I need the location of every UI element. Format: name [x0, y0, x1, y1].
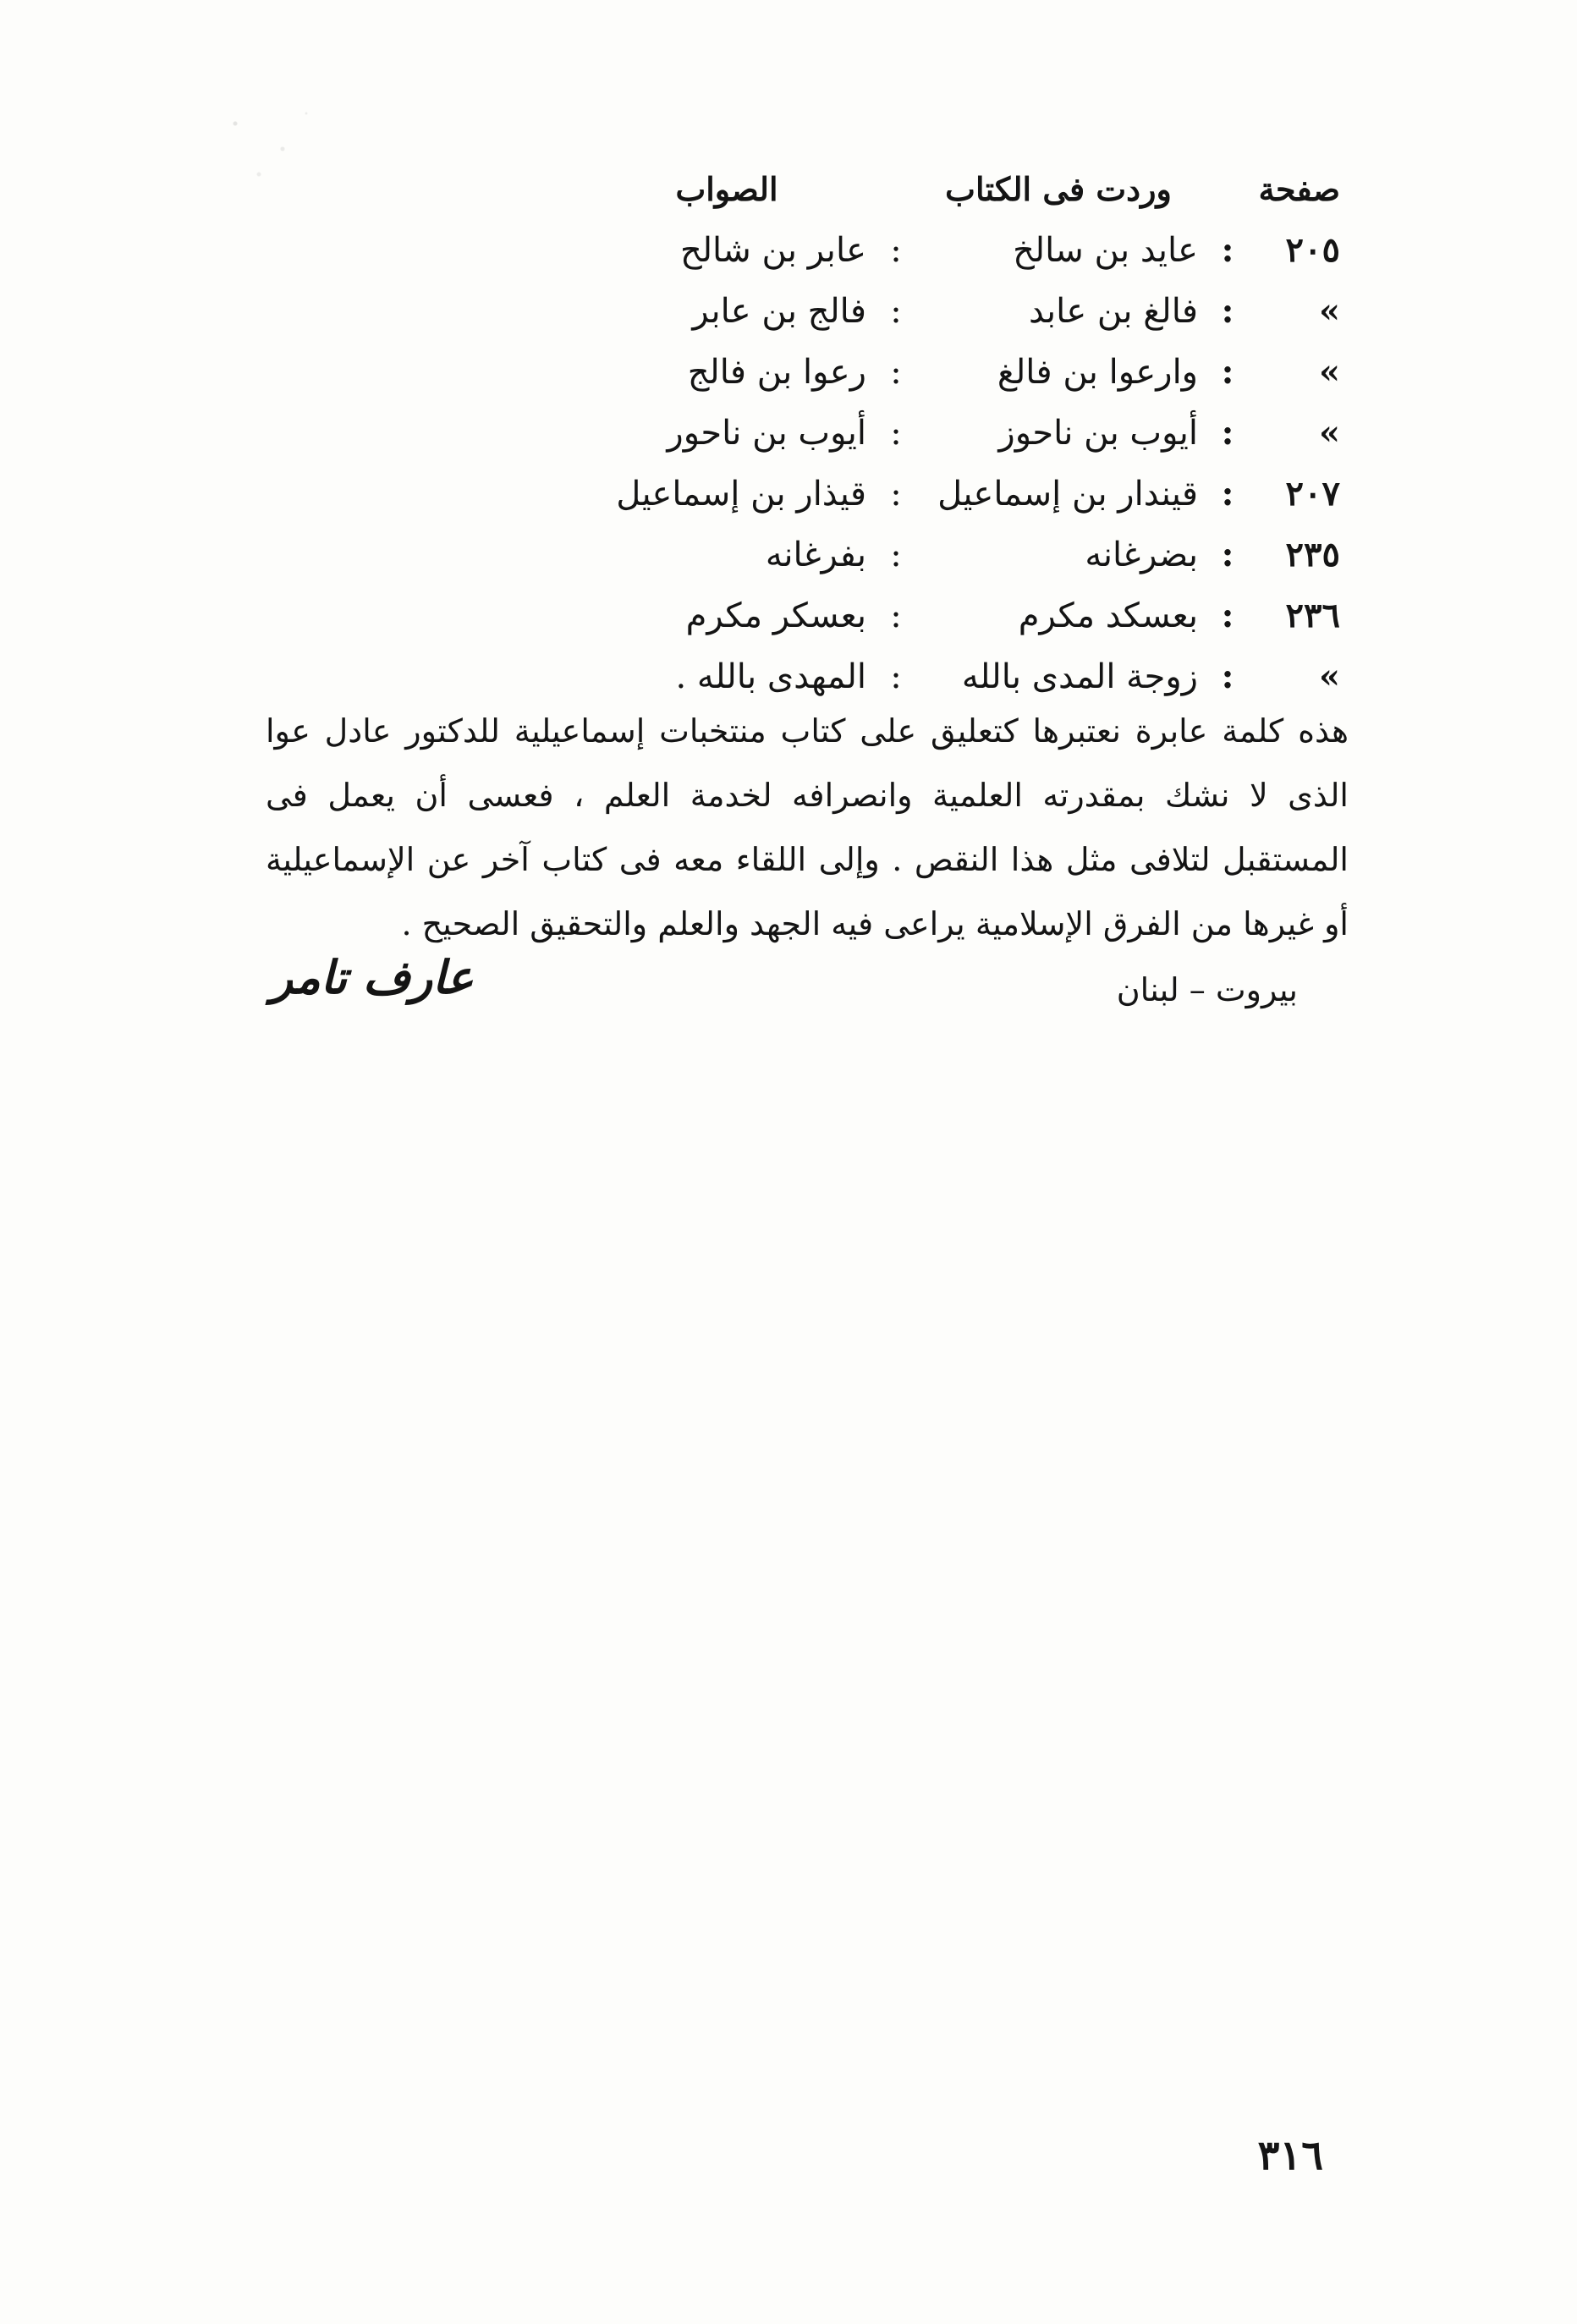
errata-rows — [528, 220, 1340, 707]
row-wrong: قيندار بن إسماعيل — [937, 475, 1198, 514]
row-colon: : — [1221, 352, 1234, 392]
row-colon: : — [890, 475, 902, 514]
row-right: قيذار بن إسماعيل — [616, 475, 866, 514]
row-wrong: أيوب بن ناحوز — [998, 414, 1198, 453]
row-right: أيوب بن ناحور — [667, 414, 866, 453]
author-signature: عارف تامر — [271, 950, 474, 1004]
row-page: » — [1319, 352, 1340, 392]
page-number: ٣١٦ — [1257, 2132, 1323, 2179]
row-colon: : — [1221, 535, 1234, 574]
row-page: ٢٠٥ — [1285, 230, 1340, 270]
row-right: فالج بن عابر — [692, 292, 866, 331]
row-colon: : — [1221, 657, 1234, 696]
errata-row — [528, 464, 1340, 525]
row-wrong: عايد بن سالخ — [1013, 231, 1198, 270]
row-colon: : — [890, 536, 902, 574]
errata-row — [528, 585, 1340, 646]
closing-paragraph: هذه كلمة عابرة نعتبرها كتعليق على كتاب منتخبات إسماعيلية للدكتور عادل عوا الذى لا نشك بمقدرته العلمية وانصرافه لخدمة العلم ، فعسى أن يعمل فى المستقبل لتلافى مثل هذا النقص . وإلى اللقاء معه فى كتاب آخر عن الإسماعيلية أو غيرها من الفرق الإسلامية يراعى فيه الجهد والعلم والتحقيق الصحيح . — [266, 712, 1349, 942]
row-wrong: وارعوا بن فالغ — [997, 353, 1198, 392]
row-wrong: فالغ بن عابد — [1029, 292, 1198, 331]
place-line: بيروت – لبنان — [1116, 971, 1298, 1008]
row-page: » — [1319, 413, 1340, 453]
row-colon: : — [1221, 474, 1234, 514]
header-right: الصواب — [675, 170, 778, 208]
row-right: عابر بن شالح — [680, 231, 866, 270]
errata-row — [528, 342, 1340, 403]
row-wrong: بضرغانه — [1085, 536, 1198, 574]
row-page: ٢٠٧ — [1285, 474, 1340, 514]
errata-row — [528, 281, 1340, 342]
errata-row — [528, 220, 1340, 281]
row-colon: : — [1221, 413, 1234, 453]
row-wrong: زوجة المدى بالله — [961, 657, 1198, 696]
row-page: » — [1319, 291, 1340, 331]
errata-table — [528, 159, 1340, 707]
row-colon: : — [1221, 596, 1234, 635]
row-page: ٢٣٥ — [1285, 535, 1340, 574]
row-colon: : — [890, 353, 902, 392]
header-page: صفحة — [1258, 170, 1340, 208]
errata-row — [528, 403, 1340, 464]
row-wrong: بعسكد مكرم — [1018, 596, 1198, 635]
row-page: ٢٣٦ — [1285, 596, 1340, 635]
row-right: بفرغانه — [765, 536, 866, 574]
errata-header-row — [528, 159, 1340, 220]
row-colon: : — [1221, 230, 1234, 270]
row-right: المهدى بالله . — [675, 657, 866, 696]
row-colon: : — [890, 657, 902, 696]
row-colon: : — [890, 231, 902, 270]
row-right: بعسكر مكرم — [685, 596, 866, 635]
row-right: رعوا بن فالج — [687, 353, 866, 392]
row-colon: : — [890, 596, 902, 635]
header-wrong: وردت فى الكتاب — [945, 170, 1172, 208]
scan-speckle — [212, 93, 330, 195]
row-colon: : — [890, 414, 902, 453]
row-colon: : — [890, 292, 902, 331]
errata-row — [528, 525, 1340, 585]
row-colon: : — [1221, 291, 1234, 331]
row-page: » — [1319, 657, 1340, 696]
